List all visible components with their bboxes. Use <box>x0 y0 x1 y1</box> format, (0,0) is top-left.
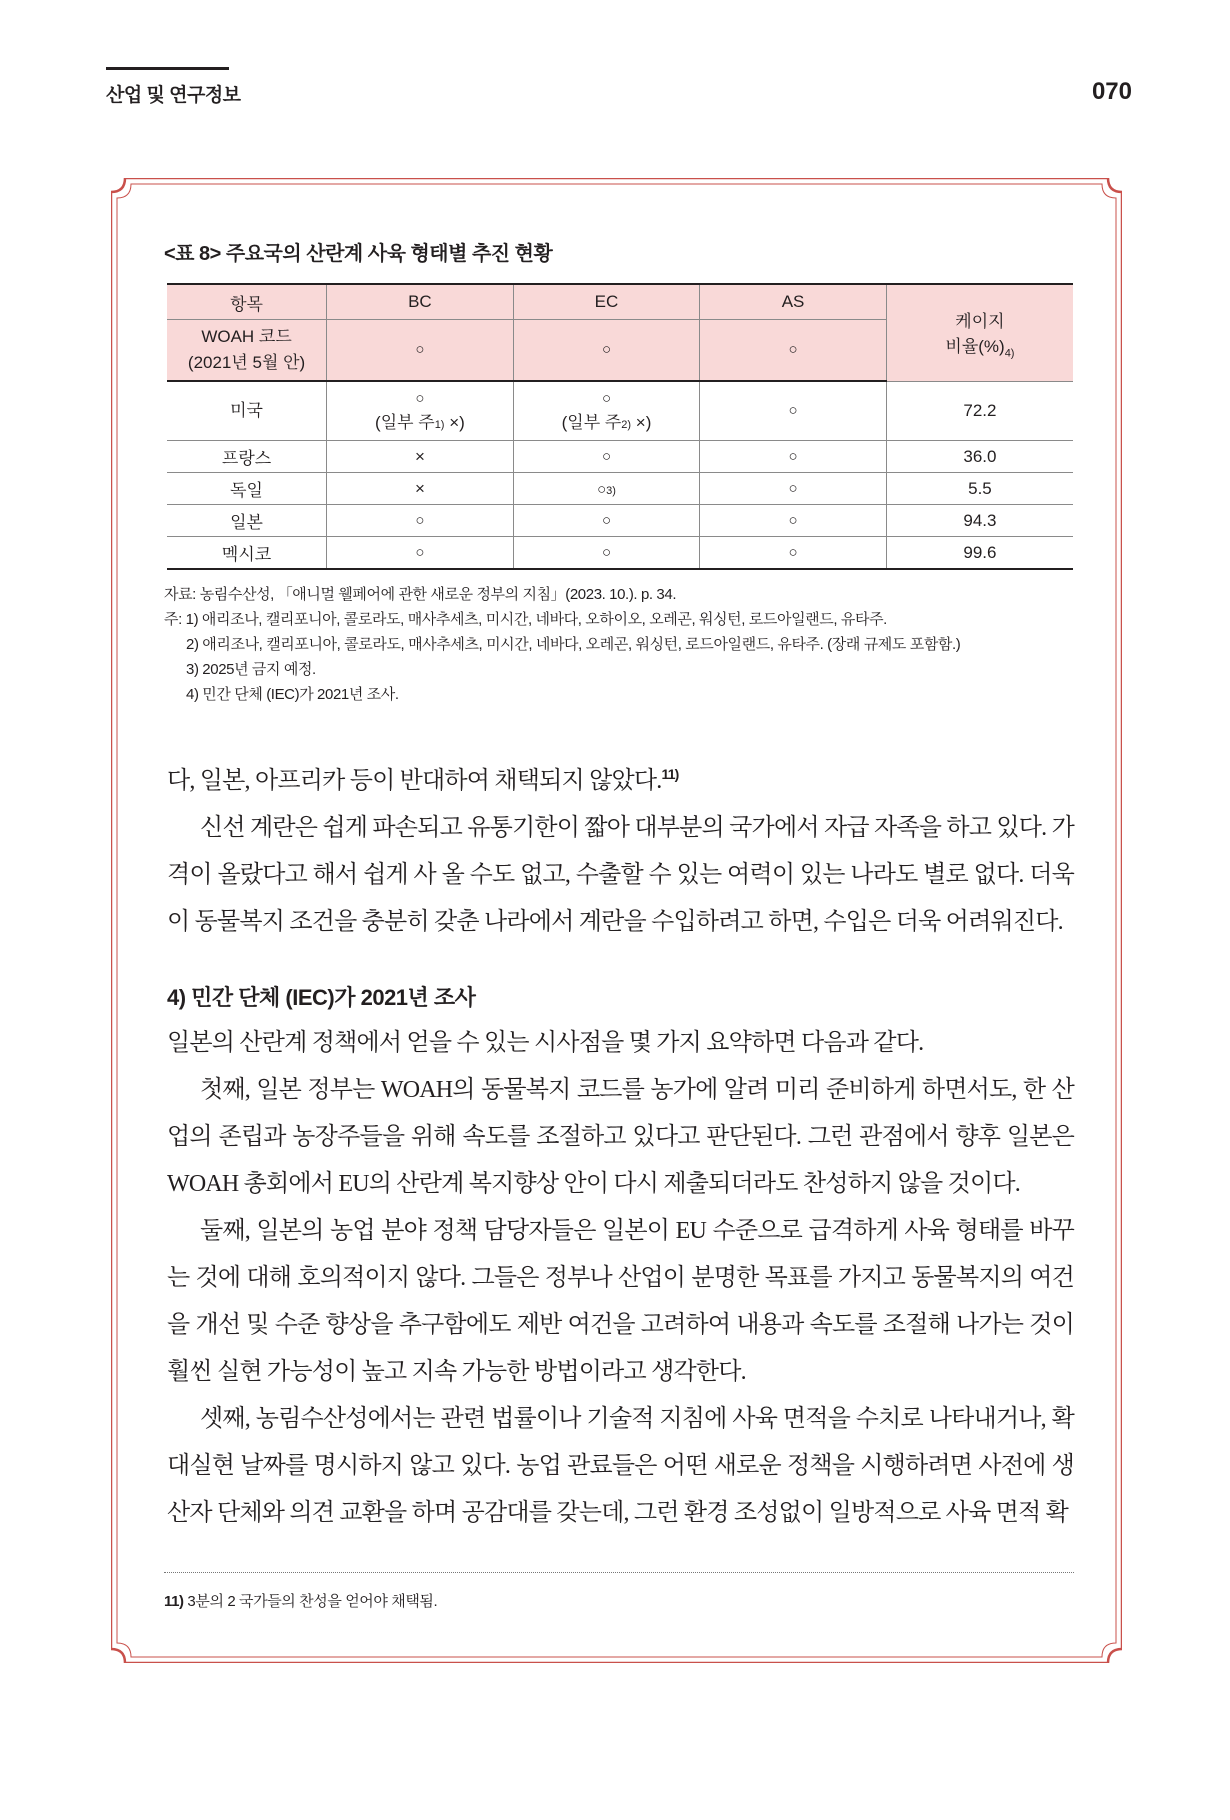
paragraph: 첫째, 일본 정부는 WOAH의 동물복지 코드를 농가에 알려 미리 준비하게 하면서도, 한 산업의 존립과 농장주들을 위해 속도를 조절하고 있다고 판단된다. 그런 관점에서 향후 일본은 WOAH 총회에서 EU의 산란계 복지향상 안이 다시 제출되더라도 찬성하지 않을 것이다. <box>167 1077 1074 1197</box>
bc-cell: × <box>327 473 514 505</box>
table-row <box>167 505 1073 537</box>
section-heading: 4) 민간 단체 (IEC)가 2021년 조사 <box>167 985 476 1010</box>
table-header-row <box>167 284 1073 320</box>
bc-cell: × <box>327 441 514 473</box>
running-header-section: 산업 및 연구정보 <box>106 85 241 106</box>
table-notes <box>164 582 960 707</box>
as-cell: ○ <box>700 537 887 570</box>
woah-bc: ○ <box>327 320 514 382</box>
header-bc: BC <box>327 284 514 320</box>
header-ec: EC <box>513 284 700 320</box>
body-text-top <box>167 751 1074 946</box>
woah-as: ○ <box>700 320 887 382</box>
footnote-number: 11) <box>164 1593 184 1610</box>
ec-sub-b: ×) <box>631 412 652 432</box>
header-item: 항목 <box>167 284 327 320</box>
bc-sub-a: (일부 주 <box>375 412 435 432</box>
table-note-4: 4) 민간 단체 (IEC)가 2021년 조사. <box>186 686 399 703</box>
bc-cell: ○ <box>327 537 514 570</box>
as-cell: ○ <box>700 505 887 537</box>
ec-cell: ○ <box>513 537 700 570</box>
header-rule <box>106 67 229 70</box>
cage-cell: 72.2 <box>886 381 1073 441</box>
as-cell: ○ <box>700 381 887 441</box>
paragraph: 둘째, 일본의 농업 분야 정책 담당자들은 일본이 EU 수준으로 급격하게 사육 형태를 바꾸는 것에 대해 호의적이지 않다. 그들은 정부나 산업이 분명한 목표를 가지고 동물복지의 여건을 개선 및 수준 향상을 추구함에도 제반 여건을 고려하여 내용과 속도를 조절해 나가는 것이 훨씬 실현 가능성이 높고 지속 가능한 방법이라고 생각한다. <box>167 1218 1074 1385</box>
ec-note: 3) <box>606 484 616 497</box>
table-caption: <표 8> 주요국의 산란계 사육 형태별 추진 현황 <box>164 243 553 265</box>
cage-cell: 5.5 <box>886 473 1073 505</box>
ec-cell: ○ <box>513 441 700 473</box>
page-number: 070 <box>1091 78 1132 105</box>
cage-header-line1: 케이지 <box>955 311 1005 331</box>
ec-mark: ○ <box>597 480 607 498</box>
body-text-bottom <box>167 1020 1074 1537</box>
table-note-2: 2) 애리조나, 캘리포니아, 콜로라도, 매사추세츠, 미시간, 네바다, 오레곤, 워싱턴, 로드아일랜드, 유타주. (장래 규제도 포함함.) <box>186 636 961 653</box>
country-cell: 프랑스 <box>167 441 327 473</box>
table-note-3: 3) 2025년 금지 예정. <box>186 661 316 678</box>
bc-sub-note: 1) <box>434 418 445 431</box>
as-cell: ○ <box>700 441 887 473</box>
header-cage-ratio <box>886 284 1073 381</box>
paragraph: 일본의 산란계 정책에서 얻을 수 있는 시사점을 몇 가지 요약하면 다음과 같다. <box>167 1030 924 1056</box>
as-cell: ○ <box>700 473 887 505</box>
table-source: 자료: 농림수산성, 「애니멀 웰페어에 관한 새로운 정부의 지침」(2023. 10.). p. 34. <box>164 586 677 603</box>
bc-sub-b: ×) <box>444 412 465 432</box>
cage-cell: 36.0 <box>886 441 1073 473</box>
ec-sub-note: 2) <box>621 418 632 431</box>
bc-cell: ○ <box>327 505 514 537</box>
paragraph-text: 다, 일본, 아프리카 등이 반대하여 채택되지 않았다. <box>167 768 662 794</box>
table-row <box>167 381 1073 441</box>
country-cell: 미국 <box>167 381 327 441</box>
cage-header-note: 4) <box>1004 346 1015 359</box>
table-note-1: 주: 1) 애리조나, 캘리포니아, 콜로라도, 매사추세츠, 미시간, 네바다, 오하이오, 오레곤, 워싱턴, 로드아일랜드, 유타주. <box>164 611 887 628</box>
bc-mark: ○ <box>415 389 425 407</box>
footnote <box>164 1590 437 1611</box>
footnote-text: 3분의 2 국가들의 찬성을 얻어야 채택됨. <box>183 1593 438 1610</box>
paragraph: 신선 계란은 쉽게 파손되고 유통기한이 짧아 대부분의 국가에서 자급 자족을 하고 있다. 가격이 올랐다고 해서 쉽게 사 올 수도 없고, 수출할 수 있는 여력이 있는 나라도 별로 없다. 더욱이 동물복지 조건을 충분히 갖춘 나라에서 계란을 수입하려고 하면, 수입은 더욱 어려워진다. <box>167 815 1074 935</box>
paragraph: 셋째, 농림수산성에서는 관련 법률이나 기술적 지침에 사육 면적을 수치로 나타내거나, 확대실현 날짜를 명시하지 않고 있다. 농업 관료들은 어떤 새로운 정책을 시행하려면 사전에 생산자 단체와 의견 교환을 하며 공감대를 갖는데, 그런 환경 조성없이 일방적으로 사육 면적 확 <box>167 1406 1074 1526</box>
footnote-ref[interactable]: 11) <box>661 766 679 782</box>
country-cell: 독일 <box>167 473 327 505</box>
footnote-divider <box>164 1572 1074 1573</box>
paragraph <box>167 751 1074 805</box>
country-cell: 멕시코 <box>167 537 327 570</box>
country-cell: 일본 <box>167 505 327 537</box>
table-row <box>167 473 1073 505</box>
egg-hen-table <box>167 283 1073 570</box>
header-as: AS <box>700 284 887 320</box>
cage-cell: 99.6 <box>886 537 1073 570</box>
ec-sub-a: (일부 주 <box>561 412 622 432</box>
woah-label <box>167 320 327 382</box>
table-row <box>167 441 1073 473</box>
cage-cell: 94.3 <box>886 505 1073 537</box>
bc-cell <box>327 381 514 441</box>
woah-label-line1: WOAH 코드 <box>201 327 292 346</box>
ec-cell: ○ <box>513 505 700 537</box>
woah-label-line2: (2021년 5월 안) <box>187 353 306 372</box>
ec-cell <box>513 473 700 505</box>
ec-cell <box>513 381 700 441</box>
table-row <box>167 537 1073 570</box>
cage-header-line2: 비율(%) <box>945 336 1005 356</box>
ec-mark: ○ <box>601 389 612 407</box>
woah-ec: ○ <box>513 320 700 382</box>
